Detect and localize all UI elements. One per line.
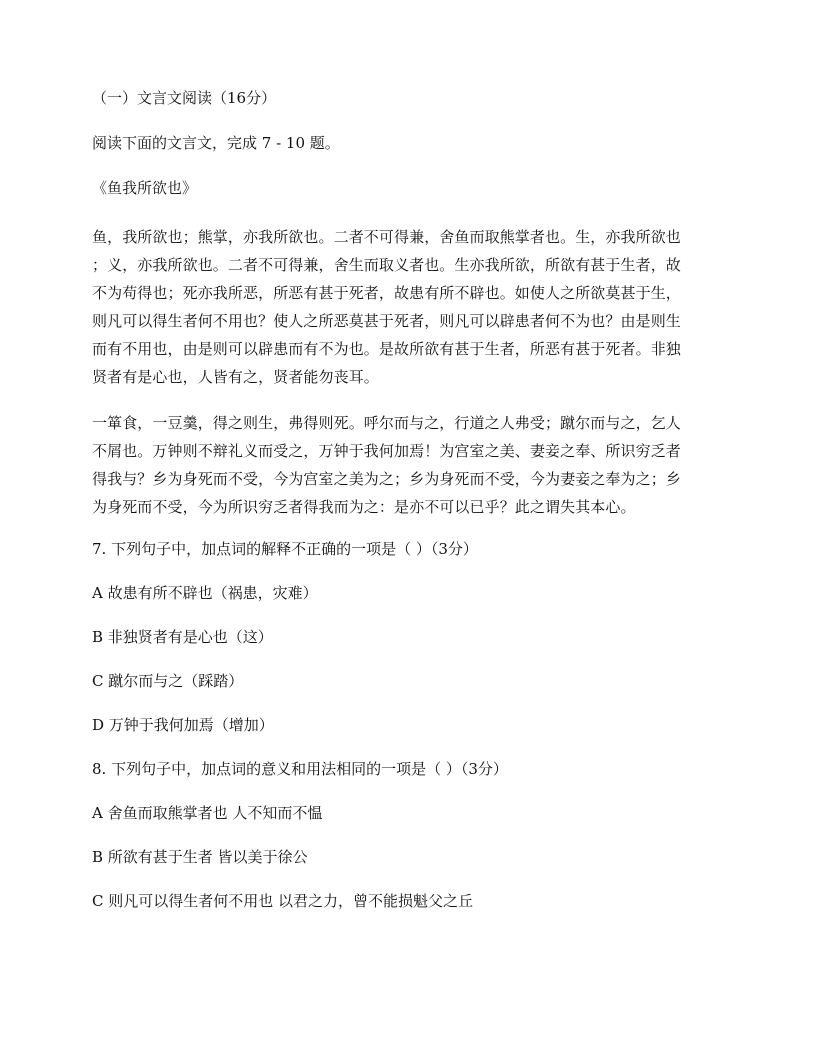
document-content — [92, 88, 724, 935]
question-8-option-c: C 则凡可以得生者何不用也 以君之力，曾不能损魁父之丘 — [92, 892, 474, 910]
question-8-option-a: A 舍鱼而取熊掌者也 人不知而不愠 — [92, 804, 323, 822]
question-7-option-b: B 非独贤者有是心也（这） — [92, 628, 273, 646]
question-7-stem: 7. 下列句子中，加点词的解释不正确的一项是（ ）（3分） — [92, 540, 478, 558]
question-8-stem: 8. 下列句子中，加点词的意义和用法相同的一项是（ ）（3分） — [92, 760, 508, 778]
paragraph-line: ；义，亦我所欲也。二者不可得兼，舍生而取义者也。生亦我所欲，所欲有甚于生者，故 — [92, 256, 681, 274]
question-8-option-b: B 所欲有甚于生者 皆以美于徐公 — [92, 848, 308, 866]
section-title: （一）文言文阅读（16分） — [92, 89, 277, 107]
question-7-option-a: A 故患有所不辟也（祸患，灾难） — [92, 584, 318, 602]
passage-paragraph-2 — [92, 409, 724, 521]
question-7-option-d: D 万钟于我何加焉（增加） — [92, 716, 274, 734]
paragraph-line: 鱼，我所欲也；熊掌，亦我所欲也。二者不可得兼，舍鱼而取熊掌者也。生，亦我所欲也 — [92, 228, 681, 246]
instruction-text: 阅读下面的文言文，完成 7 - 10 题。 — [92, 134, 340, 152]
paragraph-line: 不为苟得也；死亦我所恶，所恶有甚于死者，故患有所不辟也。如使人之所欲莫甚于生， — [92, 284, 681, 302]
paragraph-line: 得我与？乡为身死而不受，今为宫室之美为之；乡为身死而不受，今为妻妾之奉为之；乡 — [92, 470, 681, 488]
passage-title: 《鱼我所欲也》 — [92, 179, 198, 197]
paragraph-line: 贤者有是心也，人皆有之，贤者能勿丧耳。 — [92, 368, 379, 386]
paragraph-line: 则凡可以得生者何不用也？使人之所恶莫甚于死者，则凡可以辟患者何不为也？由是则生 — [92, 312, 681, 330]
paragraph-line: 而有不用也，由是则可以辟患而有不为也。是故所欲有甚于生者，所恶有甚于死者。非独 — [92, 340, 681, 358]
paragraph-line: 一箪食，一豆羹，得之则生，弗得则死。呼尔而与之，行道之人弗受；蹴尔而与之，乞人 — [92, 414, 681, 432]
passage-paragraph-1 — [92, 223, 724, 391]
paragraph-line: 为身死而不受，今为所识穷乏者得我而为之：是亦不可以已乎？此之谓失其本心。 — [92, 498, 636, 516]
paragraph-line: 不屑也。万钟则不辩礼义而受之，万钟于我何加焉！为宫室之美、妻妾之奉、所识穷乏者 — [92, 442, 681, 460]
question-7-option-c: C 蹴尔而与之（踩踏） — [92, 672, 244, 690]
